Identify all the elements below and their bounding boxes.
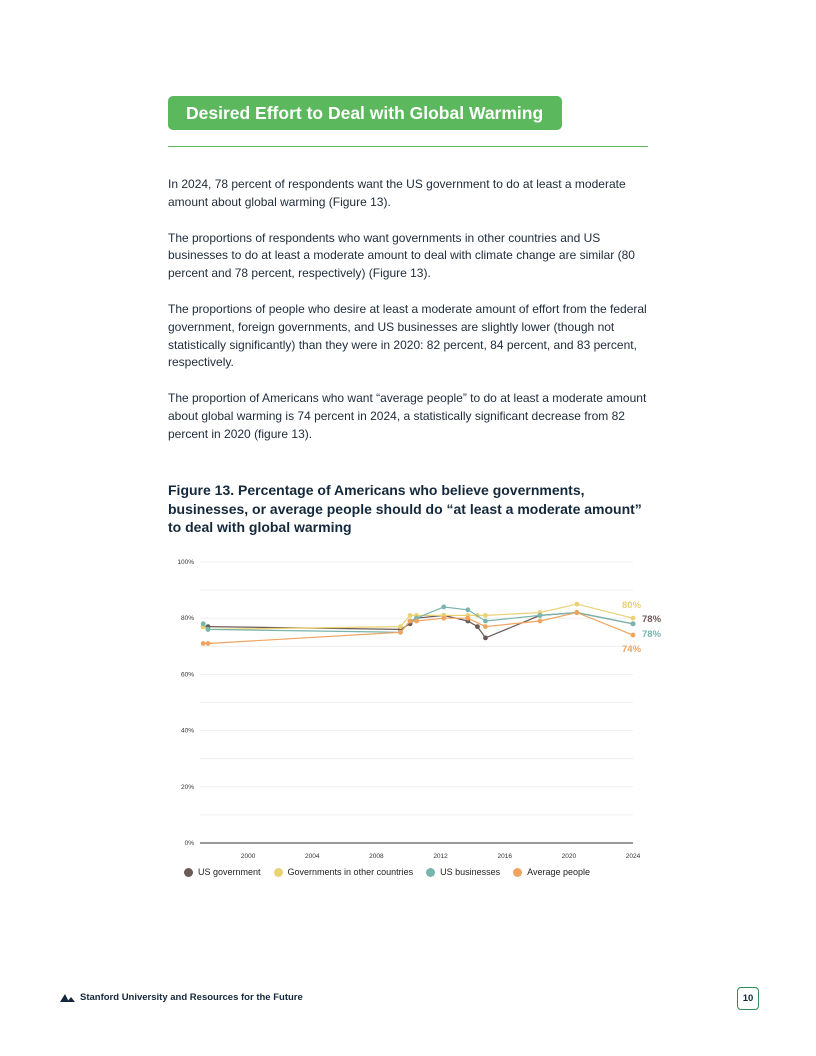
data-point [483,619,488,624]
data-point [574,610,579,615]
page-number: 10 [737,987,759,1010]
data-point [398,624,403,629]
mountain-logo-icon [60,992,76,1004]
y-tick-label: 0% [184,840,194,847]
legend-label: US businesses [440,867,501,877]
data-point [483,613,488,618]
data-point [631,621,636,626]
x-tick-label: 2008 [369,853,384,860]
data-point [206,627,211,632]
data-point [465,607,470,612]
legend-label: US government [198,867,261,877]
x-tick-label: 2016 [497,853,512,860]
legend-dot-icon [184,868,193,877]
section-title: Desired Effort to Deal with Global Warming [168,96,562,130]
figure-title: Figure 13. Percentage of Americans who believe governments, businesses, or average people should do “at least a moderate amount” to deal with global warming [168,482,642,535]
data-point [538,613,543,618]
data-point [441,605,446,610]
y-tick-label: 20% [180,783,194,791]
paragraph-3: The proportions of people who desire at least a moderate amount of effort from the federal government, foreign governments, and US businesses are slightly lower (though not statistically significantly) than they were in 2020: 82 percent, 84 percent, and 83 percent, respectively. [168,301,647,370]
legend-dot-icon [513,868,522,877]
data-point [201,641,206,646]
data-point [483,635,488,640]
data-point [201,621,206,626]
data-point [408,613,413,618]
legend-item [513,867,590,877]
y-tick-label: 80% [180,615,194,623]
data-point [574,602,579,607]
series-end-label: 78% [642,629,662,640]
data-point [398,630,403,635]
footer-org: Stanford University and Resources for the Future [80,992,303,1003]
data-point [475,624,480,629]
data-point [631,633,636,638]
legend-label: Governments in other countries [287,867,414,877]
series-end-label: 80% [622,600,642,611]
data-point [414,619,419,624]
y-tick-label: 60% [180,671,194,679]
legend-dot-icon [274,868,283,877]
paragraph-4: The proportion of Americans who want “average people” to do at least a moderate amount about global warming is 74 percent in 2024, a statistically significant decrease from 82 percent in 2020 (figure 13). [168,391,647,441]
data-point [538,619,543,624]
data-point [631,616,636,621]
legend-dot-icon [426,868,435,877]
series-end-label: 78% [642,614,662,625]
x-tick-label: 2020 [561,853,577,860]
paragraph-1: In 2024, 78 percent of respondents want the US government to do at least a moderate amount about global warming (Figure 13). [168,177,626,209]
x-tick-label: 2024 [625,853,641,860]
data-point [441,616,446,621]
paragraph-2: The proportions of respondents who want governments in other countries and US businesses to do at least a moderate amount to deal with climate change are similar (80 percent and 78 percent, respectively) (Figure 13). [168,230,635,281]
data-point [408,619,413,624]
legend-item [274,867,414,877]
x-tick-label: 2000 [240,853,256,860]
x-tick-label: 2012 [433,853,448,860]
data-point [465,616,470,621]
y-tick-label: 100% [177,559,194,566]
legend-label: Average people [527,867,591,877]
series-end-label: 74% [622,644,642,655]
data-point [206,641,211,646]
x-tick-label: 2004 [305,853,320,860]
legend-item [426,867,500,877]
legend-item [184,867,261,877]
y-tick-label: 40% [180,727,194,735]
data-point [483,624,488,629]
chart-legend [184,867,603,877]
